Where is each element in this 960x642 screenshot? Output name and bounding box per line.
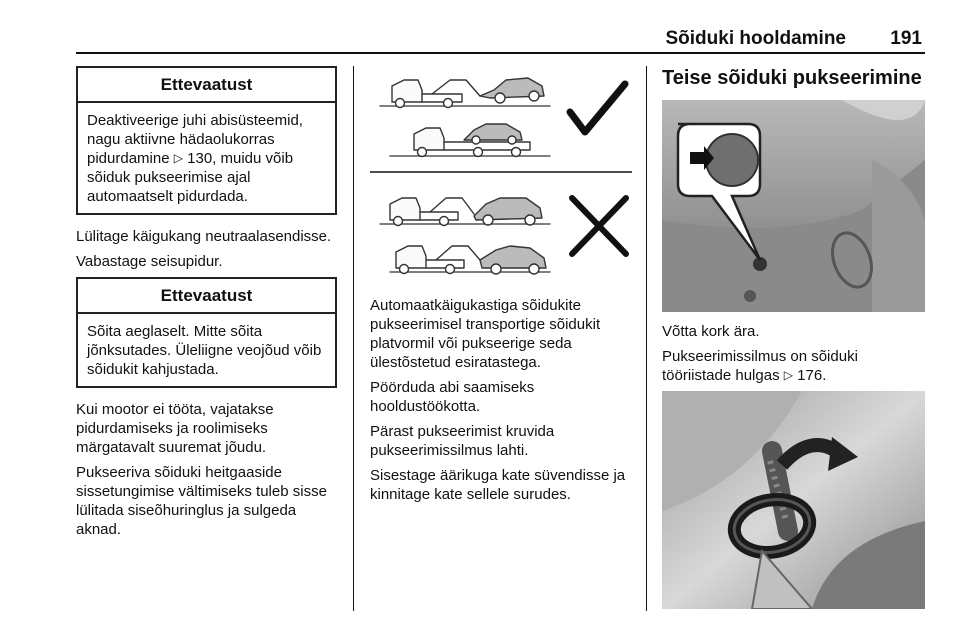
paragraph: Pöörduda abi saamiseks hooldustöökotta. [370,379,535,415]
column-3 [662,66,925,619]
paragraph: Automaatkäigukastiga sõidukite pukseerimisel transportige sõidukit platvormil või pukseerige seda ülestõstetud esiratastega. [370,297,601,371]
caution-title: Ettevaatust [78,279,335,314]
column-1 [76,66,337,545]
tow-truck-front-raised [380,198,550,226]
paragraph: Võtta kork ära. [662,323,760,340]
tow-truck-wheel-lift [380,78,550,108]
triangle-reference-icon: ▷ [783,368,793,382]
caution-text: Sõita aeglaselt. Mitte sõita jõnksutades. Üleliigne veojõud võib sõidukit kahjustada. [87,323,322,378]
paragraph: Sisestage äärikuga kate süvendisse ja kinnitage kate sellele surudes. [370,467,626,503]
towing-eye-installation-illustration [662,391,925,609]
caution-title: Ettevaatust [78,68,335,103]
rear-bumper-cover-illustration [662,100,925,312]
caution-text: Deaktiveerige juhi abisüsteemid, nagu aktiivne hädaolukorras pidurdamine ▷ 130, muidu võib sõiduk pukseerimise ajal automaatselt pidurdada. [87,112,303,205]
page-reference: 130 [187,150,213,167]
paragraph: Lülitage käigukang neutraalasendisse. [76,228,332,245]
caution-box [76,66,337,215]
car-on-flatbed [390,124,550,157]
cross-icon [572,198,626,254]
paragraph: Pukseeriva sõiduki heitgaaside sissetungimise vältimiseks tuleb sisse lülitada siseõhuringlus ja sulgeda aknad. [76,464,327,538]
page-number: 191 [890,28,922,49]
column-2 [370,66,632,510]
tow-truck-rear-raised [390,246,550,274]
paragraph: Pukseerimissilmus on sõiduki tööriistade hulgas ▷ 176. [662,348,858,384]
running-header-title: Sõiduki hooldamine [665,28,846,49]
checkmark-icon [570,84,625,132]
caution-box [76,277,337,388]
page-reference: 176 [797,367,823,384]
section-heading: Teise sõiduki pukseerimine [662,67,922,89]
triangle-reference-icon: ▷ [173,151,183,165]
paragraph: Pärast pukseerimist kruvida pukseerimissilmus lahti. [370,423,555,459]
header-rule [76,52,925,54]
column-divider [353,66,354,611]
column-divider [646,66,647,611]
paragraph: Kui mootor ei tööta, vajatakse pidurdamiseks ja roolimiseks märgatavalt suuremat jõudu. [76,401,274,456]
paragraph: Vabastage seisupidur. [76,253,223,270]
towing-methods-illustration [370,66,632,286]
